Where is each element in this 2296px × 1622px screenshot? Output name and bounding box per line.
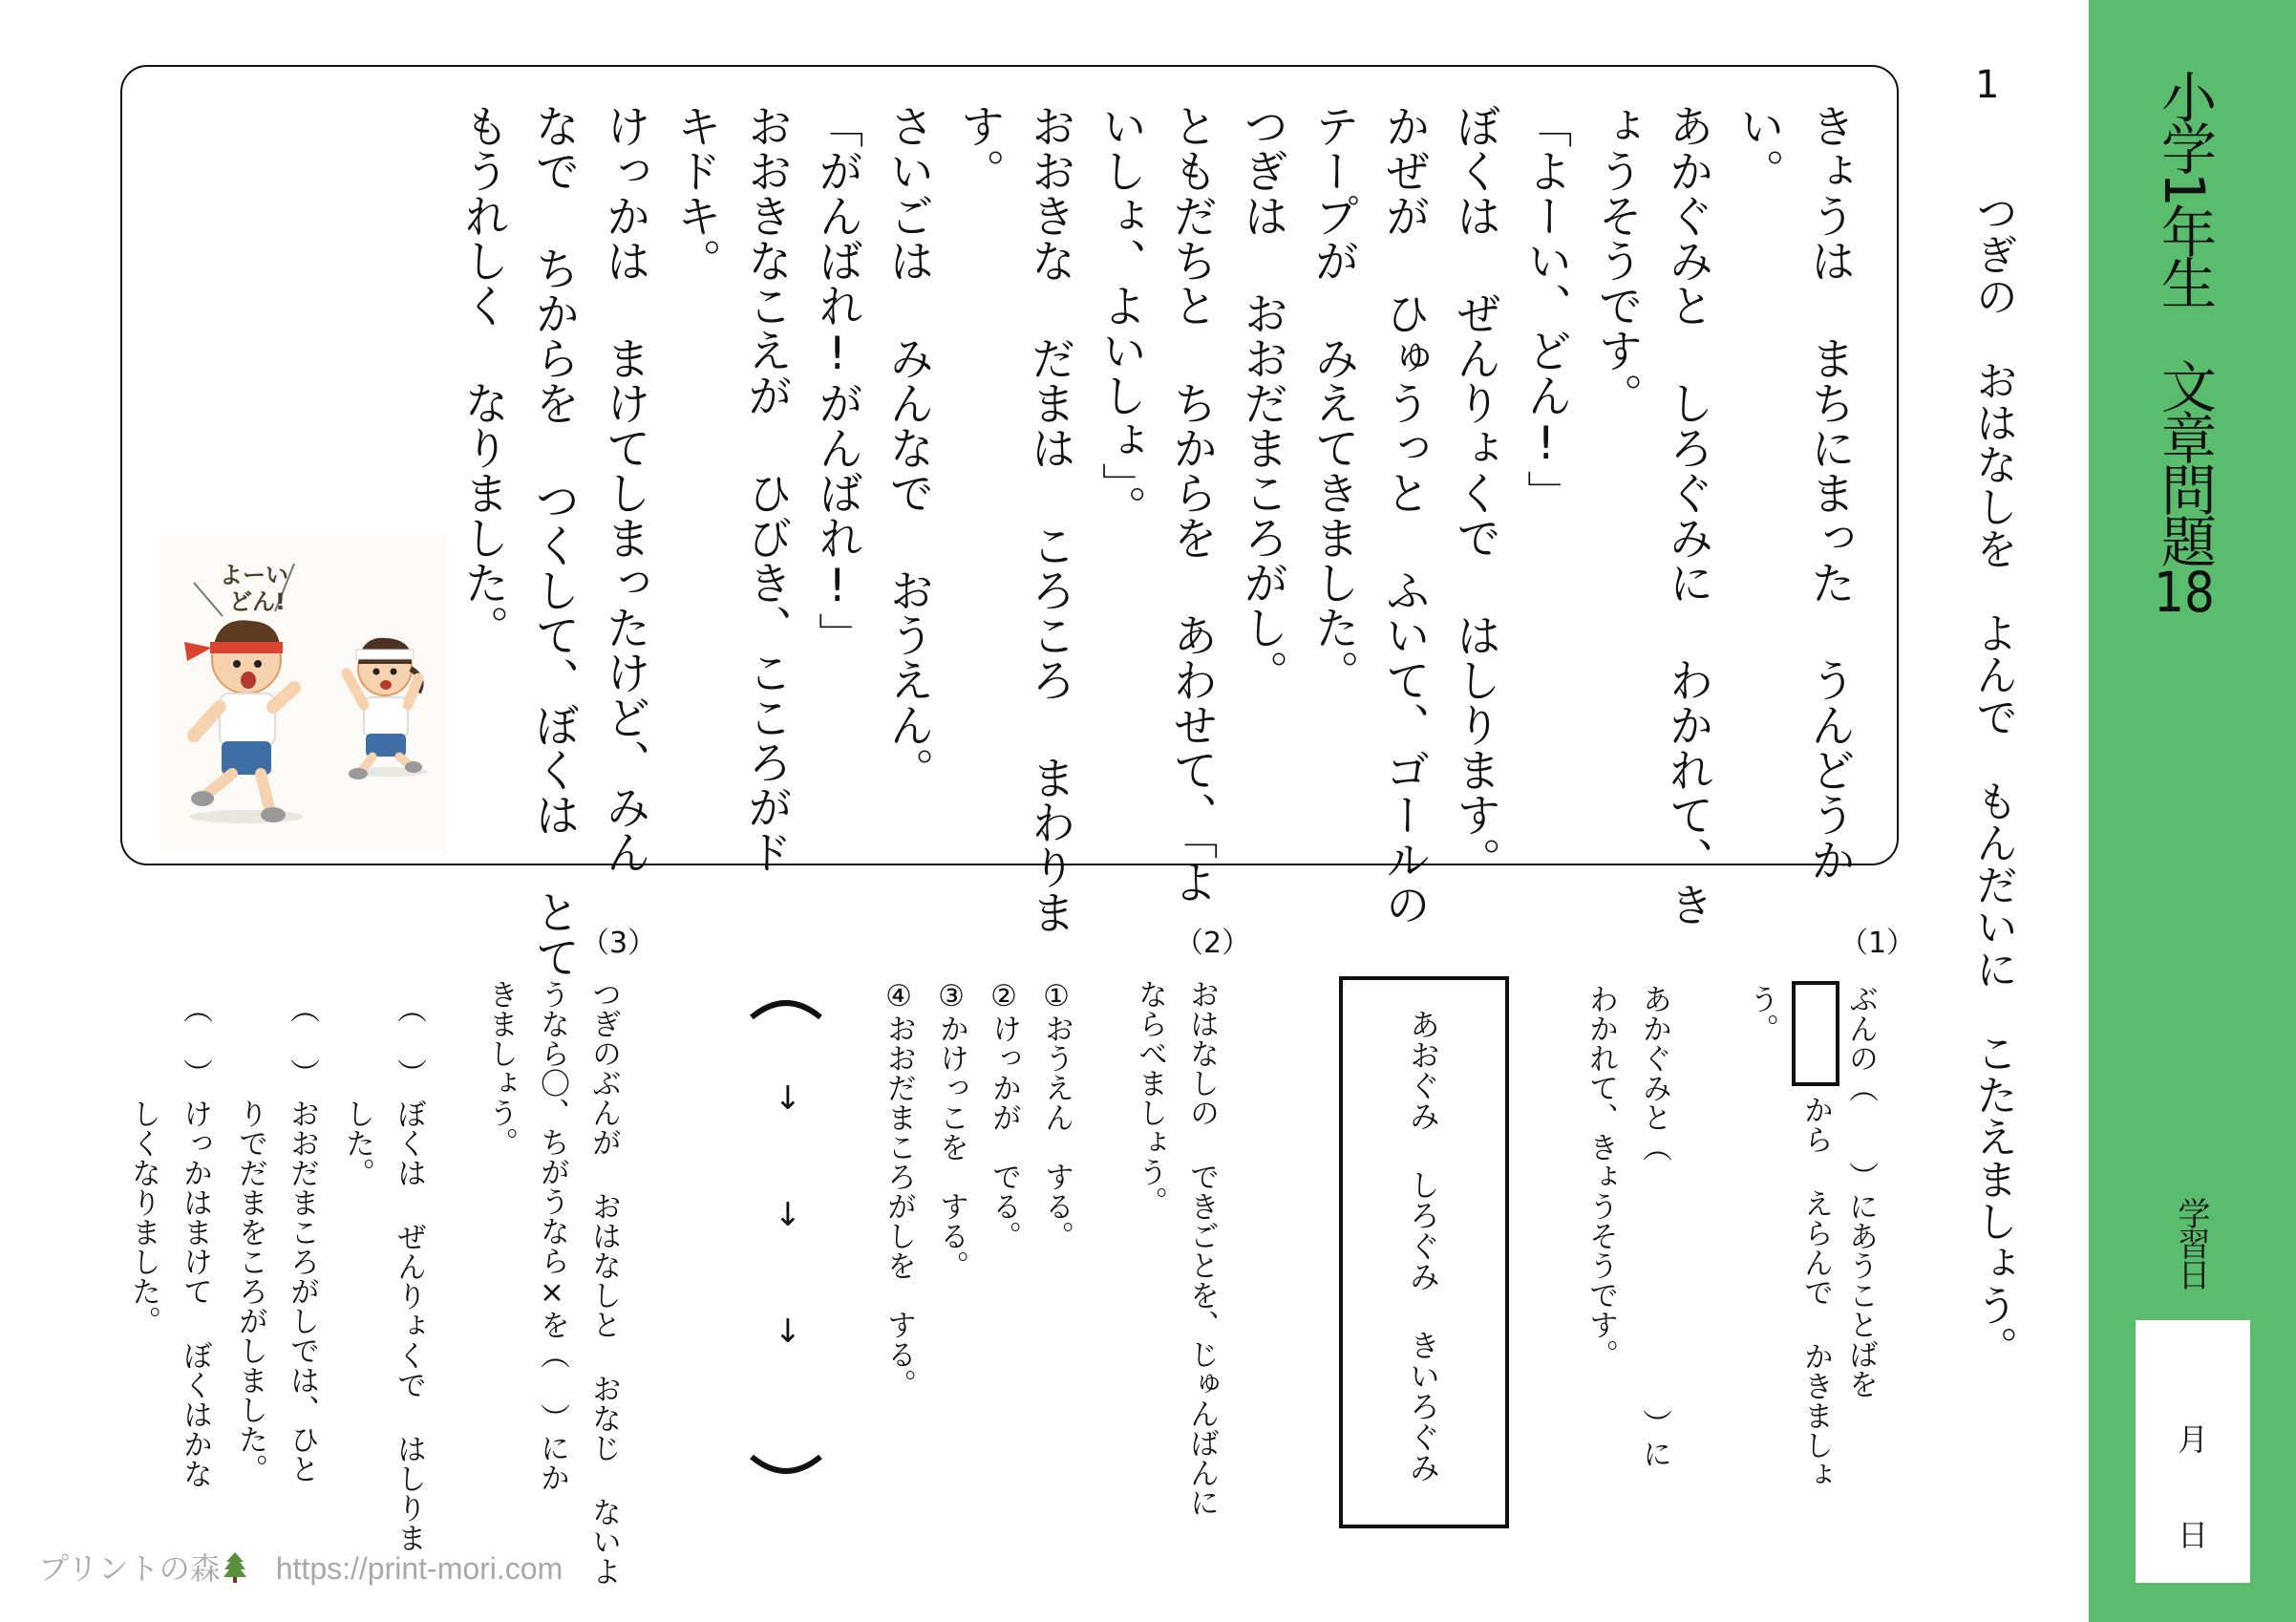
running-children-illustration xyxy=(160,535,447,850)
q1-sentence-part1: あかぐみと（ xyxy=(1637,984,1671,1162)
q2-item-3: ③かけっこを する。 xyxy=(934,979,968,1280)
story-line: つぎは おおだまころがし。 xyxy=(1236,103,1289,694)
q3-paren-open: （ xyxy=(392,993,426,1023)
day-label: 日 xyxy=(2177,1517,2208,1553)
q1-prompt-line3: う。 xyxy=(1744,984,1778,1043)
q3-label: （3） xyxy=(581,927,657,960)
q1-sentence-part2: ）に xyxy=(1637,1409,1671,1468)
q1-prompt-part2: ）にあうことばを xyxy=(1843,1162,1878,1398)
title-grade-number: 1 xyxy=(2152,172,2217,203)
site-name: プリントの森 xyxy=(38,1551,221,1586)
story-line: ょうそうです。 xyxy=(1590,103,1644,417)
q2-item-2: ②けっかが でる。 xyxy=(987,979,1021,1250)
story-line: なで ちからを つくして、ぼくは とて xyxy=(527,103,581,979)
problem-number: 1 xyxy=(1975,63,2000,107)
q2-prompt-line2: ならべましょう。 xyxy=(1133,979,1167,1216)
arrow-down-icon: ↓ xyxy=(774,1313,802,1351)
story-line: 「がんばれ!がんばれ!」 xyxy=(811,103,864,657)
answer-bracket-icon xyxy=(750,989,822,1485)
q2-item-4: ④おおだまころがしを する。 xyxy=(882,979,916,1398)
svg-text:よーい: よーい xyxy=(220,562,288,588)
story-line: キドキ。 xyxy=(669,103,722,283)
q2-item-1: ①おうえん する。 xyxy=(1039,979,1074,1250)
q3-statement-3-line2: しくなりました。 xyxy=(126,1099,160,1335)
title-grade: 小学 xyxy=(2152,69,2217,172)
q3-statement-2-line2: りでだまをころがしました。 xyxy=(233,1099,267,1483)
q3-prompt-line1: つぎのぶんが おはなしと おなじ ないよ xyxy=(586,979,621,1586)
title-grade-suffix: 年生 xyxy=(2152,203,2217,307)
story-line: い。 xyxy=(1732,103,1785,193)
title-subject: 文章問題 xyxy=(2152,357,2217,565)
title-number: 18 xyxy=(2154,564,2215,620)
q3-statement-2-line1: おおだまころがしでは、ひと xyxy=(285,1099,319,1483)
story-line: もうれしく なりました。 xyxy=(457,103,510,650)
story-line: あかぐみと しろぐみに わかれて、き xyxy=(1661,103,1714,927)
arrow-down-icon: ↓ xyxy=(774,1196,802,1234)
story-line: ぼくは ぜんりょくで はしります。 xyxy=(1449,103,1501,882)
choice-kiirogumi: きいろぐみ xyxy=(1405,1330,1441,1483)
story-line: おおきな だまは ころころ まわりま xyxy=(1023,103,1076,934)
story-line: いしょ、よいしょ」。 xyxy=(1095,103,1147,530)
study-date-field[interactable] xyxy=(2136,1320,2250,1583)
story-line: テープが みえてきました。 xyxy=(1307,103,1360,694)
study-date-label: 学習日 xyxy=(2172,1197,2210,1289)
q2-prompt-line1: おはなしの できごとを、じゅんばんに xyxy=(1184,979,1219,1517)
choice-shirogumi: しろぐみ xyxy=(1405,1169,1441,1291)
month-label: 月 xyxy=(2177,1421,2208,1458)
q3-paren-close: ） xyxy=(178,1058,212,1088)
arrow-down-icon: ↓ xyxy=(774,1079,802,1118)
title-spacer xyxy=(2152,307,2217,358)
q3-statement-1-line2: した。 xyxy=(340,1099,374,1187)
q3-prompt-line3: きましょう。 xyxy=(483,979,518,1157)
worksheet-title xyxy=(2152,69,2217,620)
story-line: きょうは まちにまった うんどうか xyxy=(1803,103,1856,882)
q1-choice-box xyxy=(1339,976,1509,1528)
choice-aogumi: あおぐみ xyxy=(1405,1009,1441,1131)
problem-instruction: つぎの おはなしを よんで もんだいに こたえましょう。 xyxy=(1968,191,2017,1368)
q1-prompt-line2: から えらんで かきましょ xyxy=(1798,1095,1833,1489)
story-line: す。 xyxy=(952,103,1006,193)
q3-prompt-line2: うなら〇、ちがうなら×を（ ）にか xyxy=(535,979,569,1492)
q3-paren-open: （ xyxy=(178,993,212,1023)
story-line: けっかは まけてしまったけど、みん xyxy=(598,103,651,874)
q3-paren-open: （ xyxy=(285,993,319,1023)
tree-icon xyxy=(223,1550,247,1590)
q1-label: （1） xyxy=(1839,927,1916,960)
story-line: おおきなこえが ひびき、こころがド xyxy=(740,103,793,874)
story-line: さいごは みんなで おうえん。 xyxy=(882,103,935,792)
story-line: かぜが ひゅうっと ふいて、ゴールの xyxy=(1377,103,1431,927)
q1-answer-blank[interactable] xyxy=(1635,1165,1673,1423)
q2-label: （2） xyxy=(1175,927,1251,960)
svg-text:どん!: どん! xyxy=(229,588,286,615)
q3-paren-close: ） xyxy=(392,1058,426,1088)
q3-paren-close: ） xyxy=(285,1058,319,1088)
q3-statement-1-line1: ぼくは ぜんりょくで はしりま xyxy=(392,1099,426,1552)
q1-prompt-part1: ぶんの（ xyxy=(1843,984,1878,1102)
q1-sentence-part3: わかれて、きょうそうです。 xyxy=(1584,984,1618,1369)
footer xyxy=(38,1545,563,1590)
story-line: 「よーい、どん!」 xyxy=(1520,103,1573,515)
story-line: ともだちと ちからを あわせて、「よ xyxy=(1165,103,1219,905)
q1-reference-box-icon xyxy=(1792,981,1839,1086)
site-url-link[interactable]: https://print-mori.com xyxy=(275,1551,563,1586)
q3-statement-3-line1: けっかはまけて ぼくはかな xyxy=(178,1099,212,1488)
q2-answer-area[interactable] xyxy=(750,989,822,1485)
